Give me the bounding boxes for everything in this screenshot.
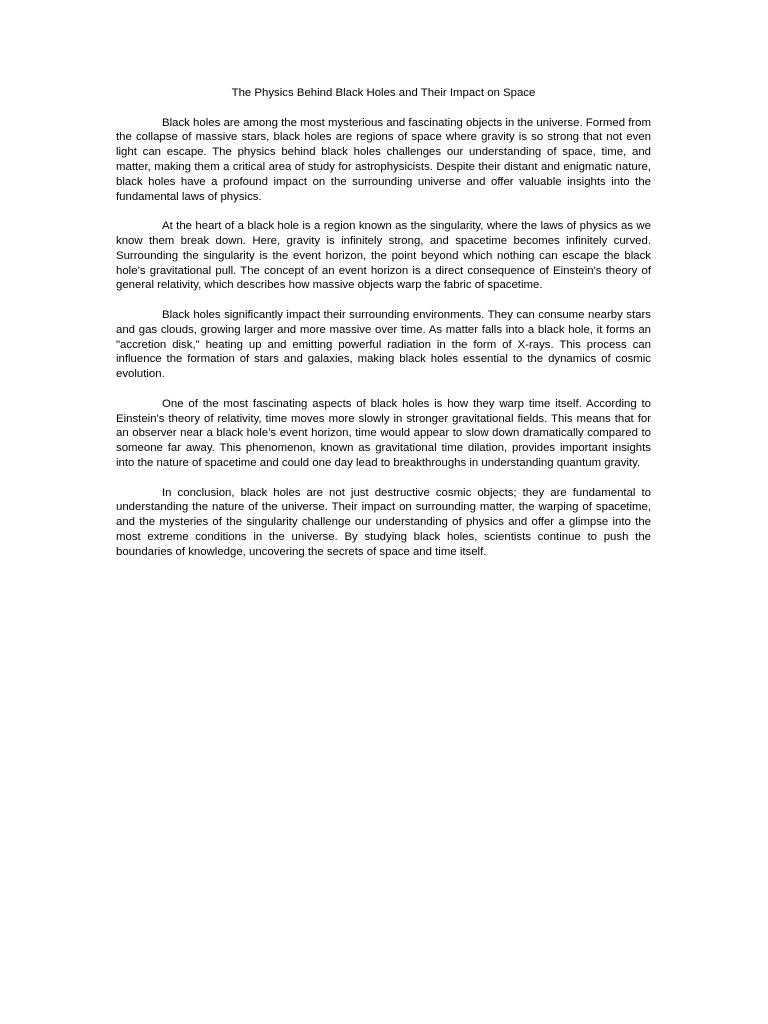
document-title: The Physics Behind Black Holes and Their Impact on Space xyxy=(231,87,536,99)
document-body xyxy=(116,86,651,560)
paragraph-introduction: Black holes are among the most mysterious and fascinating objects in the universe. Formed from the collapse of massive stars, black holes are regions of space where gravity is so strong that not even light can escape. The physics behind black holes challenges our understanding of space, time, and matter, making them a critical area of study for astrophysicists. Despite their distant and enigmatic nature, black holes have a profound impact on the surrounding universe and offer valuable insights into the fundamental laws of physics. xyxy=(116,116,651,203)
paragraph-environment-impact: Black holes significantly impact their surrounding environments. They can consume nearby stars and gas clouds, growing larger and more massive over time. As matter falls into a black hole, it forms an "accretion disk," heating up and emitting powerful radiation in the form of X-rays. This process can influence the formation of stars and galaxies, making black holes essential to the dynamics of cosmic evolution. xyxy=(116,308,651,381)
paragraph-singularity: At the heart of a black hole is a region known as the singularity, where the laws of physics as we know them break down. Here, gravity is infinitely strong, and spacetime becomes infinitely curved. Surrounding the singularity is the event horizon, the point beyond which nothing can escape the black hole’s gravitational pull. The concept of an event horizon is a direct consequence of Einstein's theory of general relativity, which describes how massive objects warp the fabric of spacetime. xyxy=(116,220,651,292)
paragraph-conclusion: In conclusion, black holes are not just destructive cosmic objects; they are fundamental to understanding the nature of the universe. Their impact on surrounding matter, the warping of spacetime, and the mysteries of the singularity challenge our understanding of physics and offer a glimpse into the most extreme conditions in the universe. By studying black holes, scientists continue to push the boundaries of knowledge, uncovering the secrets of space and time itself. xyxy=(116,486,651,558)
paragraph-time-dilation: One of the most fascinating aspects of black holes is how they warp time itself. According to Einstein's theory of relativity, time moves more slowly in stronger gravitational fields. This means that for an observer near a black hole’s event horizon, time would appear to slow down dramatically compared to someone far away. This phenomenon, known as gravitational time dilation, provides important insights into the nature of spacetime and could one day lead to breakthroughs in understanding quantum gravity. xyxy=(116,397,651,469)
